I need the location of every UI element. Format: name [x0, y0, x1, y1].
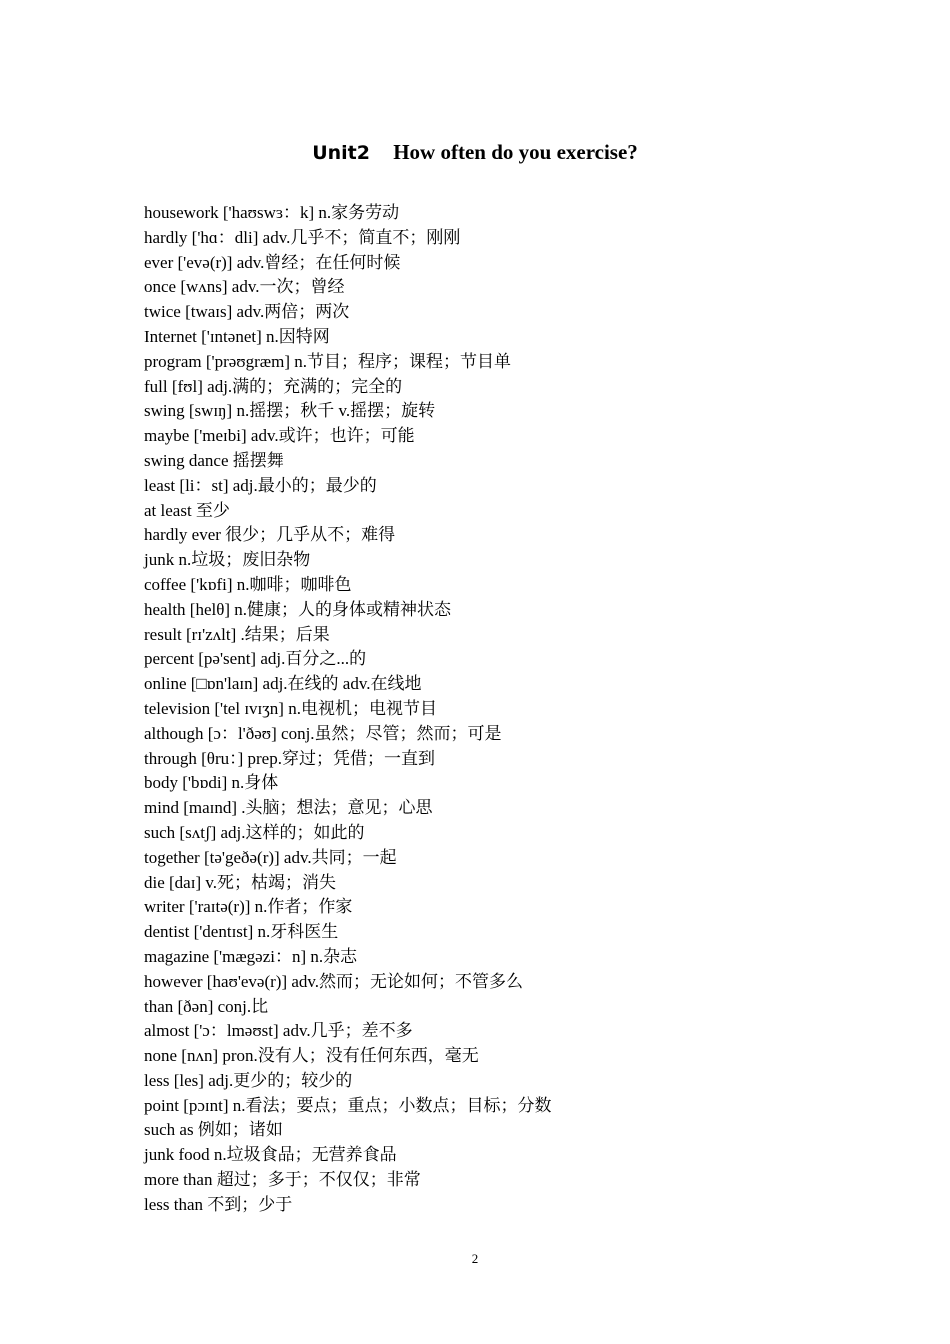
title-unit: Unit2 [312, 142, 370, 164]
vocab-entry: such as 例如；诸如 [144, 1120, 283, 1140]
vocab-entry: however [haʊ'evə(r)] adv.然而；无论如何；不管多么 [144, 971, 524, 991]
vocab-entry: ever ['evə(r)] adv.曾经；在任何时候 [144, 252, 401, 272]
vocab-entry: junk n.垃圾；废旧杂物 [144, 550, 311, 570]
vocab-entry: almost ['ɔ：lməʊst] adv.几乎；差不多 [144, 1021, 413, 1041]
vocab-entry: than [ðən] conj.比 [144, 996, 269, 1016]
page-title [0, 140, 950, 165]
vocab-entry: dentist ['dentɪst] n.牙科医生 [144, 922, 339, 942]
vocab-entry: full [fʊl] adj.满的；充满的；完全的 [144, 376, 403, 396]
vocab-entry: swing dance 摇摆舞 [144, 450, 284, 470]
vocab-entry: result [rɪ'zʌlt] .结果；后果 [144, 624, 330, 644]
vocab-entry: such [sʌtʃ] adj.这样的；如此的 [144, 822, 365, 842]
vocab-entry: junk food n.垃圾食品；无营养食品 [144, 1145, 397, 1165]
title-text: How often do you exercise? [393, 140, 638, 164]
vocab-entry: Internet ['ɪntənet] n.因特网 [144, 326, 330, 346]
vocab-entry: coffee ['kɒfi] n.咖啡；咖啡色 [144, 574, 352, 594]
vocab-entry: through [θru：] prep.穿过；凭借；一直到 [144, 748, 435, 768]
vocab-entry: point [pɔɪnt] n.看法；要点；重点；小数点；目标；分数 [144, 1095, 552, 1115]
vocab-entry: magazine ['mægəzi：n] n.杂志 [144, 946, 358, 966]
vocabulary-list [144, 201, 844, 1218]
vocab-entry: writer ['raɪtə(r)] n.作者；作家 [144, 897, 353, 917]
vocab-entry: program ['prəʊgræm] n.节目；程序；课程；节目单 [144, 351, 511, 371]
vocab-entry: hardly ever 很少；几乎从不；难得 [144, 525, 396, 545]
vocab-entry: twice [twaɪs] adv.两倍；两次 [144, 302, 350, 322]
vocab-entry: once [wʌns] adv.一次；曾经 [144, 277, 345, 297]
page-number: 2 [471, 1251, 479, 1266]
vocab-entry: swing [swɪŋ] n.摇摆；秋千 v.摇摆；旋转 [144, 401, 436, 421]
vocab-entry: hardly ['hɑ：dli] adv.几乎不；简直不；刚刚 [144, 227, 461, 247]
vocab-entry: less [les] adj.更少的；较少的 [144, 1070, 353, 1090]
vocab-entry: at least 至少 [144, 500, 230, 520]
vocab-entry: less than 不到；少于 [144, 1194, 293, 1214]
vocab-entry: more than 超过；多于；不仅仅；非常 [144, 1170, 421, 1190]
vocab-entry: mind [maɪnd] .头脑；想法；意见；心思 [144, 798, 433, 818]
vocab-entry: together [tə'geðə(r)] adv.共同；一起 [144, 847, 397, 867]
vocab-entry: none [nʌn] pron.没有人；没有任何东西，毫无 [144, 1046, 479, 1066]
vocab-entry: maybe ['meɪbi] adv.或许；也许；可能 [144, 426, 415, 446]
vocab-entry: although [ɔ：l'ðəʊ] conj.虽然；尽管；然而；可是 [144, 723, 502, 743]
vocab-entry: online [□ɒn'laɪn] adj.在线的 adv.在线地 [144, 674, 422, 694]
vocab-entry: body ['bɒdi] n.身体 [144, 773, 279, 793]
vocab-entry: least [li：st] adj.最小的；最少的 [144, 475, 377, 495]
vocab-entry: percent [pə'sent] adj.百分之...的 [144, 649, 367, 669]
vocab-entry: health [helθ] n.健康；人的身体或精神状态 [144, 599, 452, 619]
vocab-entry: television ['tel ɪvɪʒn] n.电视机；电视节目 [144, 698, 437, 718]
vocab-entry: die [daɪ] v.死；枯竭；消失 [144, 872, 337, 892]
vocab-entry: housework ['haʊswɜ：k] n.家务劳动 [144, 203, 400, 222]
